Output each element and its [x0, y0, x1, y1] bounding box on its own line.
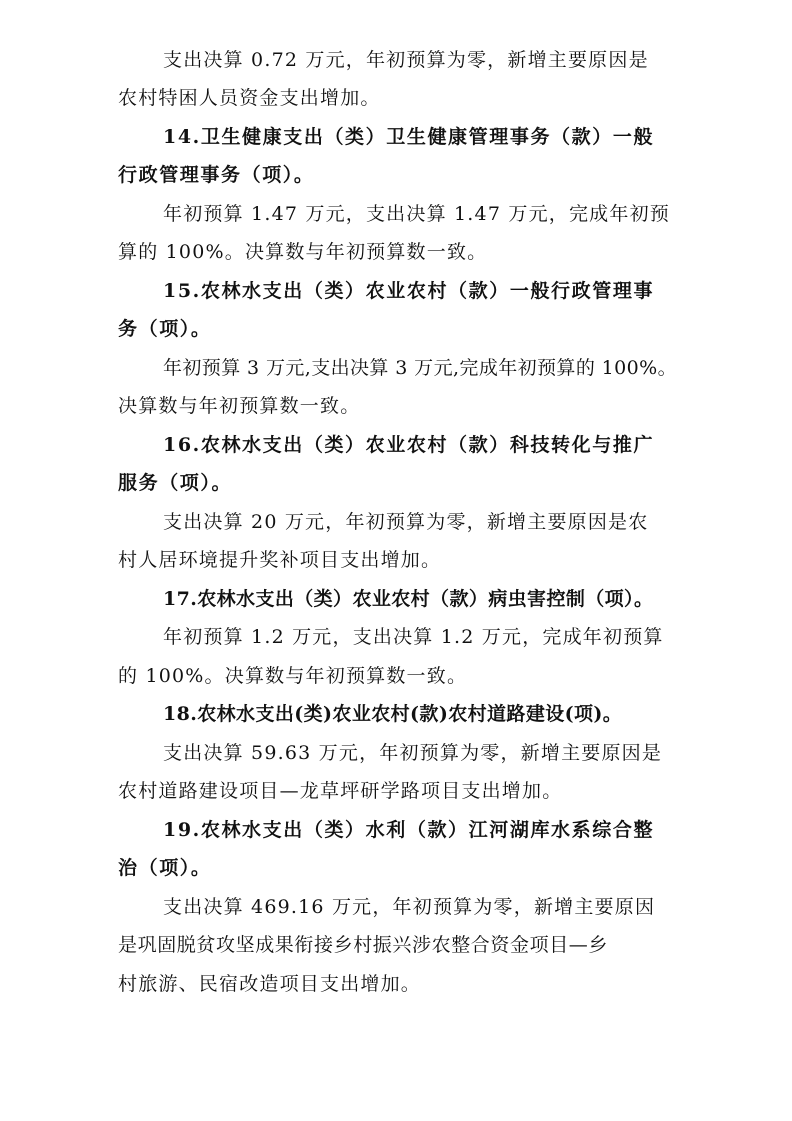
body-line: 决算数与年初预算数一致。 [118, 395, 361, 417]
body-line: 农村特困人员资金支出增加。 [118, 87, 381, 109]
body-line: 农村道路建设项目—龙草坪研学路项目支出增加。 [118, 780, 563, 802]
body-line: 支出决算 20 万元，年初预算为零，新增主要原因是农 [163, 511, 649, 533]
section-heading: 15.农林水支出（类）农业农村（款）一般行政管理事 [163, 280, 655, 302]
body-line: 年初预算 1.47 万元，支出决算 1.47 万元，完成年初预 [163, 203, 670, 225]
body-line: 年初预算 1.2 万元，支出决算 1.2 万元，完成年初预算 [163, 626, 664, 648]
body-line: 村旅游、民宿改造项目支出增加。 [118, 973, 422, 995]
section-heading: 19.农林水支出（类）水利（款）江河湖库水系综合整 [163, 819, 655, 841]
body-line: 年初预算 3 万元,支出决算 3 万元,完成年初预算的 100%。 [163, 357, 677, 379]
body-line: 的 100%。决算数与年初预算数一致。 [118, 665, 468, 687]
body-line: 算的 100%。决算数与年初预算数一致。 [118, 241, 488, 263]
section-heading: 服务（项）。 [118, 472, 233, 494]
body-line: 支出决算 59.63 万元，年初预算为零，新增主要原因是 [163, 742, 663, 764]
body-line: 是巩固脱贫攻坚成果衔接乡村振兴涉农整合资金项目—乡 [118, 934, 609, 956]
section-heading: 18.农林水支出(类)农业农村(款)农村道路建设(项)。 [163, 703, 623, 725]
section-heading: 16.农林水支出（类）农业农村（款）科技转化与推广 [163, 434, 655, 456]
body-line: 村人居环境提升奖补项目支出增加。 [118, 549, 442, 571]
section-heading: 行政管理事务（项）。 [118, 164, 315, 186]
body-line: 支出决算 0.72 万元，年初预算为零，新增主要原因是 [163, 49, 649, 71]
section-heading: 治（项）。 [118, 857, 212, 879]
section-heading: 17.农林水支出（类）农业农村（款）病虫害控制（项）。 [163, 588, 654, 610]
section-heading: 14.卫生健康支出（类）卫生健康管理事务（款）一般 [163, 126, 655, 148]
section-heading: 务（项）。 [118, 318, 212, 340]
body-line: 支出决算 469.16 万元，年初预算为零，新增主要原因 [163, 896, 656, 918]
